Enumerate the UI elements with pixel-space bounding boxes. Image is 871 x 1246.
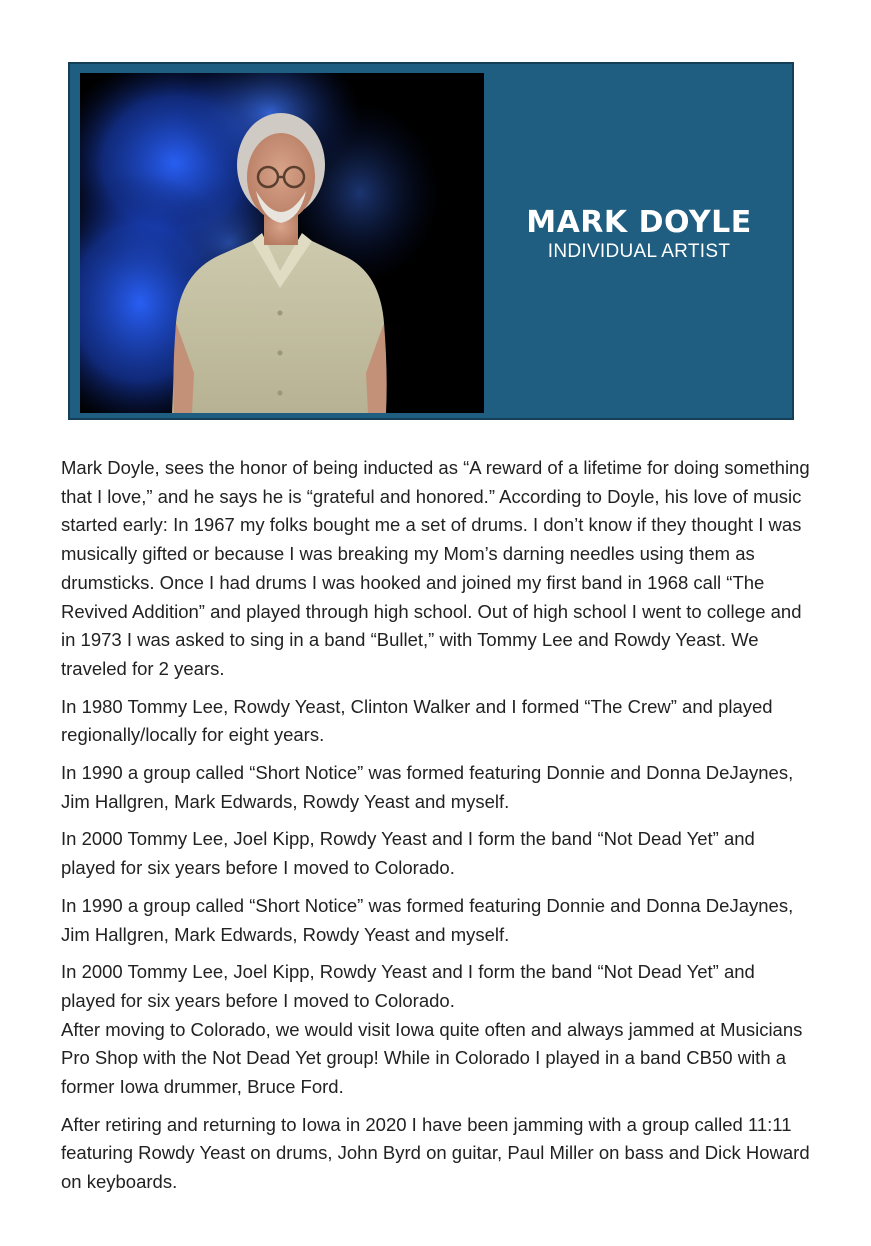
- artist-name: MARK DOYLE: [526, 205, 752, 240]
- bio-paragraph: In 2000 Tommy Lee, Joel Kipp, Rowdy Yeast and I form the band “Not Dead Yet” and played for six years before I moved to Colorado.: [61, 961, 755, 1011]
- bio-paragraph: After moving to Colorado, we would visit Iowa quite often and always jammed at Musicians Pro Shop with the Not Dead Yet group! While in Colorado I played in a band CB50 with a former Iowa drummer, Bruce Ford.: [61, 1018, 803, 1098]
- title-block: [484, 64, 794, 418]
- profile-banner: [68, 62, 794, 420]
- bio-paragraph: Mark Doyle, sees the honor of being inducted as “A reward of a lifetime for doing something that I love,” and he says he is “grateful and honored.” According to Doyle, his love of music started early: In 1967 my folks bought me a set of drums. I don’t know if they thought I was musically gifted or because I was breaking my Mom’s darning needles using them as drumsticks. Once I had drums I was hooked and joined my first band in 1968 call “The Revived Addition” and played through high school. Out of high school I went to college and in 1973 I was asked to sing in a band “Bullet,” with Tommy Lee and Rowdy Yeast. We traveled for 2 years.: [61, 457, 810, 679]
- bio-paragraph: In 2000 Tommy Lee, Joel Kipp, Rowdy Yeast and I form the band “Not Dead Yet” and played for six years before I moved to Colorado.: [61, 828, 755, 879]
- portrait-photo: [80, 73, 484, 413]
- bio-paragraph: In 1990 a group called “Short Notice” was formed featuring Donnie and Donna DeJaynes, Jim Hallgren, Mark Edwards, Rowdy Yeast and myself.: [61, 762, 794, 812]
- bio-paragraph: After retiring and returning to Iowa in 2020 I have been jamming with a group called 11:11 featuring Rowdy Yeast on drums, John Byrd on guitar, Paul Miller on bass and Dick Howard on keyboards.: [61, 1113, 810, 1193]
- biography: [61, 454, 811, 1206]
- portrait-illustration: [80, 73, 484, 413]
- bio-paragraph: In 1990 a group called “Short Notice” was formed featuring Donnie and Donna DeJaynes, Jim Hallgren, Mark Edwards, Rowdy Yeast and myself.: [61, 894, 794, 945]
- artist-category: INDIVIDUAL ARTIST: [547, 241, 731, 262]
- bio-paragraph: In 1980 Tommy Lee, Rowdy Yeast, Clinton Walker and I formed “The Crew” and played regionally/locally for eight years.: [61, 695, 773, 746]
